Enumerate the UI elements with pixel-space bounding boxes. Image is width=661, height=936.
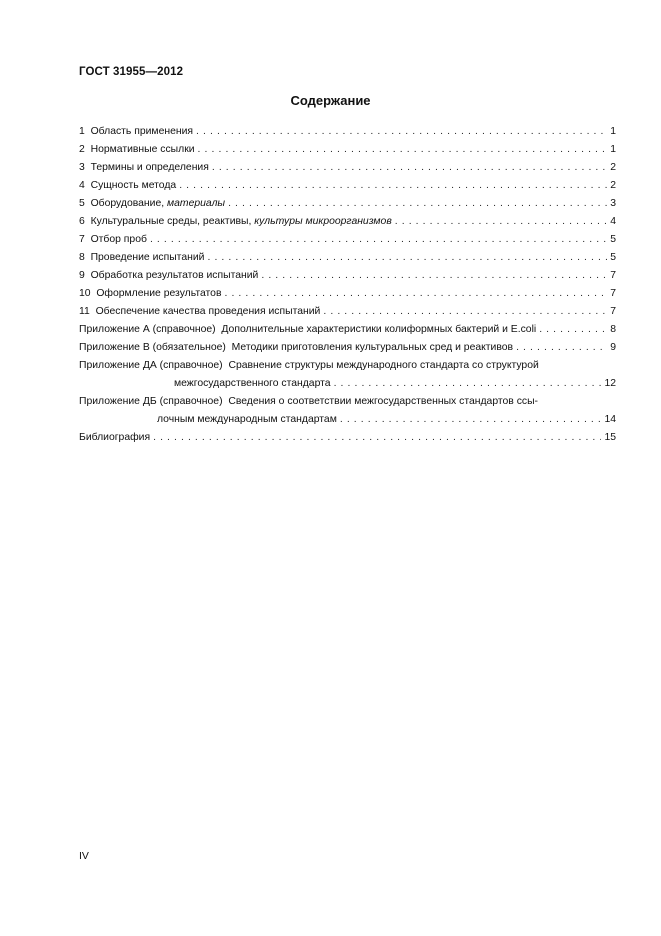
page-number: IV <box>79 850 89 862</box>
toc-annex-db[interactable] <box>79 393 616 429</box>
toc-entry-title: Нормативные ссылки <box>90 144 195 155</box>
toc-entry-number: 4 <box>79 180 85 191</box>
dot-leader <box>150 231 607 249</box>
toc-title: Содержание <box>290 93 371 108</box>
toc-entry-number: 5 <box>79 198 85 209</box>
dot-leader <box>228 195 607 213</box>
toc-entry-page: 7 <box>610 306 616 317</box>
toc-annex-b[interactable] <box>79 339 616 357</box>
toc-entry-title: Обеспечение качества проведения испытаний <box>95 306 321 317</box>
dot-leader <box>323 303 607 321</box>
toc-entry-4[interactable] <box>79 177 616 195</box>
dot-leader <box>340 411 602 429</box>
toc-entry-number: 8 <box>79 252 85 263</box>
toc-entry-page: 8 <box>610 324 616 335</box>
toc-entry-page: 5 <box>610 252 616 263</box>
dot-leader <box>153 429 601 447</box>
toc-annex-da[interactable] <box>79 357 616 393</box>
toc-entry-title-italic: культуры микроорганизмов <box>254 216 392 227</box>
toc-entry-page: 2 <box>610 162 616 173</box>
annex-title: Сравнение структуры международного стандарта со структурой <box>228 360 539 371</box>
annex-label: Приложение ДБ (справочное) <box>79 396 223 407</box>
annex-title: Сведения о соответствии межгосударственных стандартов ссы- <box>228 396 539 407</box>
annex-title-continued: лочным международным стандартам <box>157 414 337 425</box>
toc-entry-title: Сущность метода <box>90 180 177 191</box>
toc-entry-page: 3 <box>610 198 616 209</box>
toc-entry-number: 2 <box>79 144 85 155</box>
dot-leader <box>196 123 607 141</box>
toc-entry-3[interactable] <box>79 159 616 177</box>
dot-leader <box>212 159 607 177</box>
dot-leader <box>179 177 607 195</box>
toc-entry-number: 11 <box>79 306 90 317</box>
toc-bibliography[interactable] <box>79 429 616 447</box>
annex-label: Приложение ДА (справочное) <box>79 360 223 371</box>
toc-entry-title: Оформление результатов <box>96 288 222 299</box>
annex-title-continued: межгосударственного стандарта <box>174 378 331 389</box>
toc-entry-2[interactable] <box>79 141 616 159</box>
dot-leader <box>198 141 608 159</box>
toc-entry-page: 4 <box>610 216 616 227</box>
toc-entry-page: 1 <box>610 126 616 137</box>
toc-entry-title: Обработка результатов испытаний <box>90 270 259 281</box>
toc-entry-number: 7 <box>79 234 85 245</box>
toc-entry-page: 14 <box>604 414 616 425</box>
toc-entry-title: Область применения <box>90 126 194 137</box>
annex-label: Приложение В (обязательное) <box>79 342 226 353</box>
toc-entry-page: 2 <box>610 180 616 191</box>
dot-leader <box>395 213 607 231</box>
toc-entry-number: 3 <box>79 162 85 173</box>
toc-entry-5[interactable] <box>79 195 616 213</box>
toc-entry-page: 12 <box>604 378 616 389</box>
dot-leader <box>224 285 607 303</box>
toc-entry-title: Оборудование, <box>90 198 168 209</box>
dot-leader <box>207 249 607 267</box>
dot-leader <box>334 375 602 393</box>
toc-entry-page: 1 <box>610 144 616 155</box>
annex-label: Приложение А (справочное) <box>79 324 216 335</box>
toc-entry-7[interactable] <box>79 231 616 249</box>
toc-entry-page: 5 <box>610 234 616 245</box>
toc-entry-title: Культуральные среды, реактивы, <box>90 216 255 227</box>
toc-entry-8[interactable] <box>79 249 616 267</box>
toc-entry-page: 7 <box>610 270 616 281</box>
toc-entry-number: 6 <box>79 216 85 227</box>
bibliography-title: Библиография <box>79 432 151 443</box>
dot-leader <box>261 267 607 285</box>
toc-entry-title-italic: материалы <box>167 198 226 209</box>
toc-entry-title: Проведение испытаний <box>90 252 205 263</box>
toc-entry-number: 9 <box>79 270 85 281</box>
dot-leader <box>516 339 607 357</box>
toc-annex-a[interactable] <box>79 321 616 339</box>
toc-entry-11[interactable] <box>79 303 616 321</box>
toc-entry-1[interactable] <box>79 123 616 141</box>
table-of-contents <box>79 123 616 447</box>
toc-entry-10[interactable] <box>79 285 616 303</box>
dot-leader <box>539 321 607 339</box>
toc-entry-number: 10 <box>79 288 91 299</box>
toc-entry-page: 9 <box>610 342 616 353</box>
toc-entry-title: Термины и определения <box>90 162 209 173</box>
toc-entry-6[interactable] <box>79 213 616 231</box>
toc-entry-page: 15 <box>604 432 616 443</box>
annex-title: Дополнительные характеристики колиформных бактерий и E.coli <box>221 324 537 335</box>
toc-entry-9[interactable] <box>79 267 616 285</box>
annex-title: Методики приготовления культуральных сред и реактивов <box>231 342 514 353</box>
toc-entry-page: 7 <box>610 288 616 299</box>
document-id: ГОСТ 31955—2012 <box>79 66 184 78</box>
toc-entry-number: 1 <box>79 126 85 137</box>
toc-entry-title: Отбор проб <box>90 234 147 245</box>
